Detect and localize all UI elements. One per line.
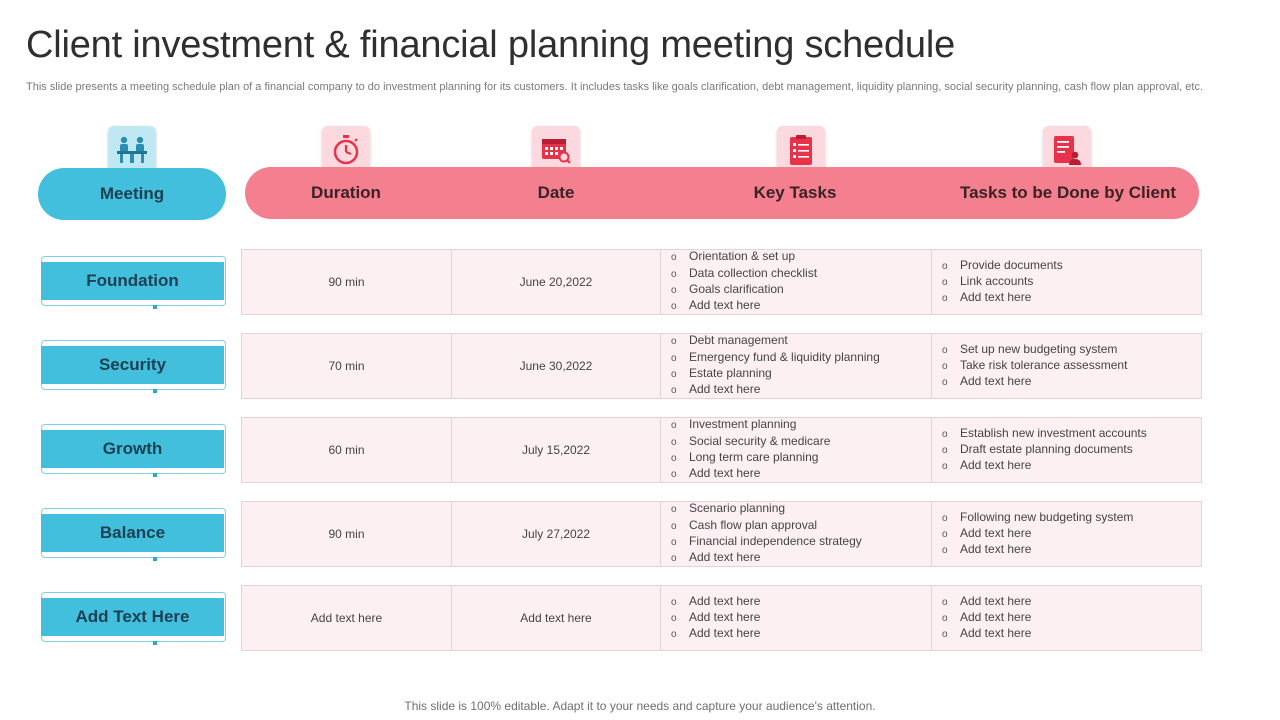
list-item: o Take risk tolerance assessment: [942, 358, 1127, 374]
list-item: o Add text here: [671, 550, 862, 566]
list-item: o Establish new investment accounts: [942, 426, 1147, 442]
table-row: [241, 249, 1202, 315]
list-item: o Add text here: [671, 466, 830, 482]
meeting-name: Balance: [41, 514, 224, 552]
task-list: [942, 426, 1147, 475]
list-item: o Add text here: [942, 526, 1133, 542]
list-item: o Add text here: [942, 594, 1031, 610]
key-tasks-cell: [661, 334, 932, 398]
list-item: o Add text here: [942, 626, 1031, 642]
duration-cell: 90 min: [242, 250, 452, 314]
footer-note: This slide is 100% editable. Adapt it to your needs and capture your audience's attention.: [404, 699, 876, 713]
table-row: [241, 333, 1202, 399]
tab-marker: [153, 305, 157, 309]
page-subtitle: This slide presents a meeting schedule plan of a financial company to do investment planning for its customers. It includes tasks like goals clarification, debt management, liquidity planning, social security planning, cash flow plan approval, etc.: [26, 81, 1204, 93]
table-row: [241, 417, 1202, 483]
task-list: [671, 594, 760, 643]
task-list: [671, 333, 880, 398]
header-client-tasks: Tasks to be Done by Client: [959, 183, 1176, 202]
date-cell: June 20,2022: [452, 250, 661, 314]
client-tasks-cell: [932, 502, 1201, 566]
list-item: o Add text here: [942, 458, 1147, 474]
header-key-tasks: Key Tasks: [753, 183, 837, 202]
meeting-name: Add Text Here: [41, 598, 224, 636]
header-duration: Duration: [311, 183, 381, 202]
task-list: [671, 501, 862, 566]
duration-cell: 90 min: [242, 502, 452, 566]
list-item: o Data collection checklist: [671, 266, 817, 282]
list-item: o Orientation & set up: [671, 249, 817, 265]
list-item: o Add text here: [671, 610, 760, 626]
list-item: o Add text here: [671, 594, 760, 610]
task-list: [671, 417, 830, 482]
list-item: o Debt management: [671, 333, 880, 349]
header-date: Date: [537, 183, 575, 202]
tab-marker: [153, 389, 157, 393]
key-tasks-cell: [661, 250, 932, 314]
list-item: o Cash flow plan approval: [671, 518, 862, 534]
key-tasks-cell: [661, 418, 932, 482]
list-item: o Add text here: [942, 542, 1133, 558]
list-item: o Estate planning: [671, 366, 880, 382]
table-row: [241, 585, 1202, 651]
list-item: o Add text here: [942, 374, 1127, 390]
meeting-name: Growth: [41, 430, 224, 468]
list-item: o Link accounts: [942, 274, 1063, 290]
meeting-name: Security: [41, 346, 224, 384]
page-title: Client investment & financial planning meeting schedule: [26, 24, 955, 66]
list-item: o Goals clarification: [671, 282, 817, 298]
list-item: o Add text here: [671, 382, 880, 398]
list-item: o Provide documents: [942, 258, 1063, 274]
client-tasks-cell: [932, 586, 1201, 650]
list-item: o Add text here: [942, 290, 1063, 306]
tab-marker: [153, 641, 157, 645]
task-list: [942, 594, 1031, 643]
list-item: o Set up new budgeting system: [942, 342, 1127, 358]
date-cell: July 27,2022: [452, 502, 661, 566]
list-item: o Investment planning: [671, 417, 830, 433]
header-bar: [245, 167, 1199, 219]
list-item: o Add text here: [671, 626, 760, 642]
meeting-name: Foundation: [41, 262, 224, 300]
list-item: o Add text here: [942, 610, 1031, 626]
task-list: [942, 510, 1133, 559]
duration-cell: 60 min: [242, 418, 452, 482]
table-row: [241, 501, 1202, 567]
list-item: o Long term care planning: [671, 450, 830, 466]
client-tasks-cell: [932, 250, 1201, 314]
list-item: o Emergency fund & liquidity planning: [671, 350, 880, 366]
tab-marker: [153, 473, 157, 477]
task-list: [671, 249, 817, 314]
date-cell: July 15,2022: [452, 418, 661, 482]
list-item: o Financial independence strategy: [671, 534, 862, 550]
list-item: o Add text here: [671, 298, 817, 314]
tab-marker: [153, 557, 157, 561]
date-cell: June 30,2022: [452, 334, 661, 398]
date-cell: Add text here: [452, 586, 661, 650]
client-tasks-cell: [932, 334, 1201, 398]
list-item: o Following new budgeting system: [942, 510, 1133, 526]
list-item: o Draft estate planning documents: [942, 442, 1147, 458]
duration-cell: 70 min: [242, 334, 452, 398]
header-meeting: Meeting: [38, 168, 226, 220]
key-tasks-cell: [661, 502, 932, 566]
task-list: [942, 342, 1127, 391]
task-list: [942, 258, 1063, 307]
client-tasks-cell: [932, 418, 1201, 482]
list-item: o Social security & medicare: [671, 434, 830, 450]
list-item: o Scenario planning: [671, 501, 862, 517]
duration-cell: Add text here: [242, 586, 452, 650]
meeting-table-icon: [108, 126, 156, 174]
key-tasks-cell: [661, 586, 932, 650]
